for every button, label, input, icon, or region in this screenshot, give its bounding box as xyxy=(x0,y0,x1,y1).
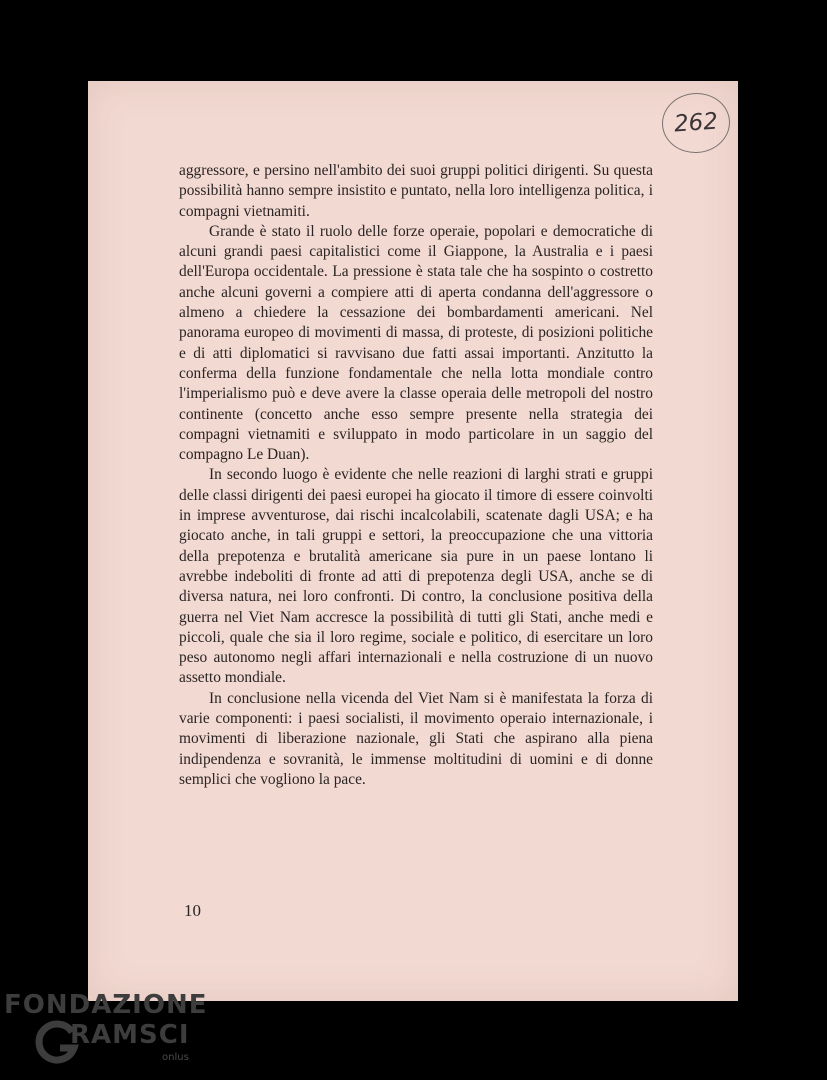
paragraph-1: aggressore, e persino nell'ambito dei suoi gruppi politici dirigenti. Su questa possibilità hanno sempre insistito e puntato, nella loro intelligenza politica, i compagni vietnamiti. xyxy=(179,162,653,220)
stamp-number: 262 xyxy=(673,108,719,138)
paragraph-2: Grande è stato il ruolo delle forze operaie, popolari e democratiche di alcuni grandi paesi capitalistici come il Giappone, la Australia e i paesi dell'Europa occidentale. La pressione è stata tale che ha sospinto o costretto anche alcuni governi a compiere atti di aperta condanna dell'aggressore o almeno a chiedere la cessazione dei bombardamenti americani. Nel panorama europeo di movimenti di massa, di proteste, di posizioni politiche e di atti diplomatici si ravvisano due fatti assai importanti. Anzitutto la conferma della funzione fondamentale che nella lotta mondiale contro l'imperialismo può e deve avere la classe operaia delle metropoli del nostro continente (concetto anche esso sempre presente nella strategia dei compagni vietnamiti e sviluppato in modo particolare in un saggio del compagno Le Duan). xyxy=(179,222,653,464)
fondazione-gramsci-watermark xyxy=(4,990,208,1078)
watermark-onlus: onlus xyxy=(162,1052,189,1063)
watermark-line-1: FONDAZIONE xyxy=(4,990,208,1020)
page-number: 10 xyxy=(184,901,201,920)
archive-number-stamp xyxy=(660,91,732,156)
body-text xyxy=(179,161,653,790)
document-page xyxy=(88,81,738,1001)
paragraph-4: In conclusione nella vicenda del Viet Nam si è manifestata la forza di varie componenti: i paesi socialisti, il movimento operaio internazionale, i movimenti di liberazione nazionale, gli Stati che aspirano alla piena indipendenza e sovranità, le immense moltitudini di uomini e di donne semplici che vogliono la pace. xyxy=(179,689,653,788)
watermark-line-2: RAMSCI xyxy=(70,1020,190,1050)
paragraph-3: In secondo luogo è evidente che nelle reazioni di larghi strati e gruppi delle classi dirigenti dei paesi europei ha giocato il timore di essere coinvolti in imprese avventurose, dai rischi incalcolabili, scatenate dagli USA; e ha giocato anche, in tali gruppi e settori, la preoccupazione che una vittoria della prepotenza e brutalità americane sia pure in un paese lontano li avrebbe indeboliti di fronte ad atti di prepotenza degli USA, anche se di diversa natura, nei loro confronti. Di contro, la conclusione positiva della guerra nel Viet Nam accresce la possibilità di tutti gli Stati, anche medi e piccoli, quale che sia il loro regime, sociale e politico, di esercitare un loro peso autonomo negli affari internazionali e nella costruzione di un nuovo assetto mondiale. xyxy=(179,466,653,687)
